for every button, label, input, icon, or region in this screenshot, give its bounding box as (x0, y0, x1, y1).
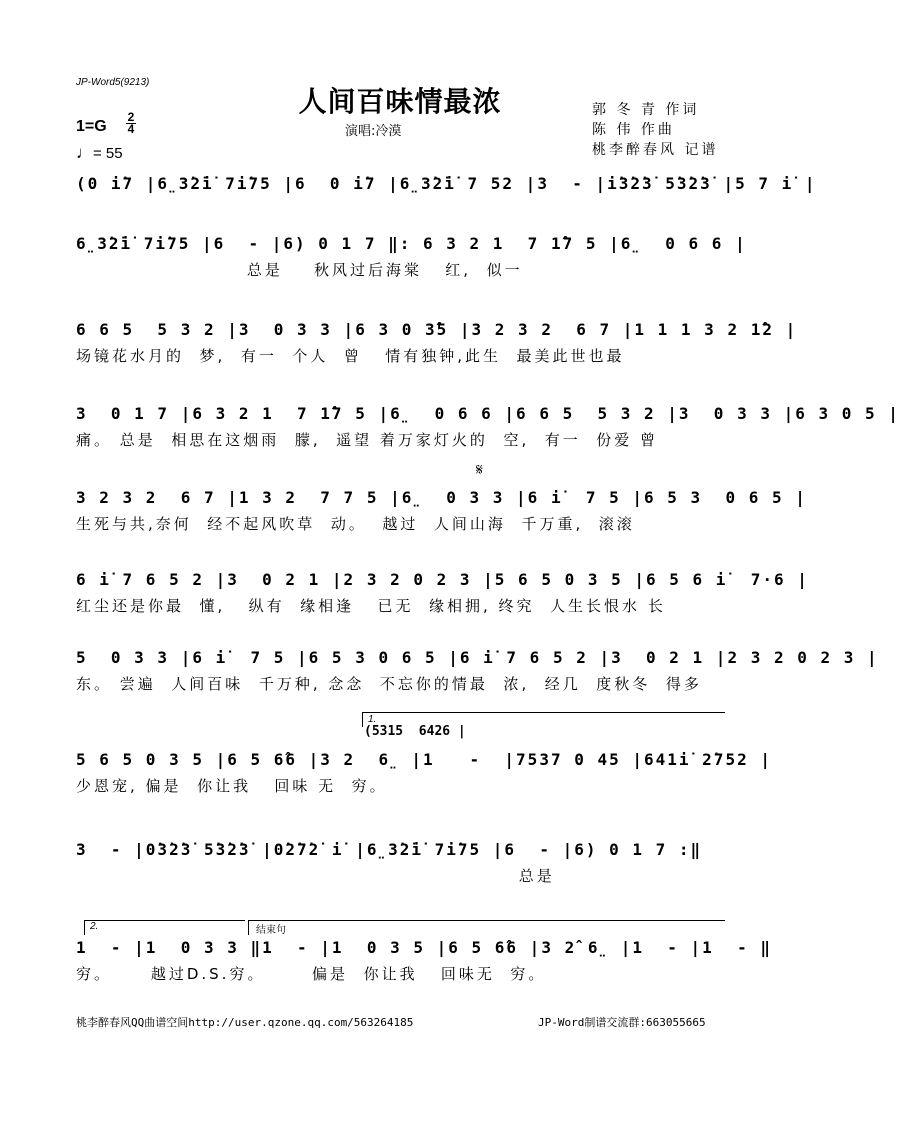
staff-line: 6̤3̇2̇i̇ 7i̇75 |6 - |6) 0 1 7 ‖: 6 3 2 1 7 1̂7 5 |6̤ 0 6 6 | (76, 234, 747, 253)
tempo (76, 143, 123, 163)
song-title: 人间百味情最浓 (298, 85, 502, 118)
time-signature (126, 112, 136, 135)
staff-line: 3 0 1 7 |6 3 2 1 7 1̂7 5 |6̤ 0 6 6 |6 6 5 5 3 2 |3 0 3 3 |6 3 0 5 | (76, 404, 900, 423)
software-label: JP-Word5(9213) (76, 77, 150, 88)
lyric-line: 红尘还是你最 懂, 纵有 缘相逢 已无 缘相拥, 终究 人生长恨水 长 (76, 597, 666, 615)
transcriber: 桃李醉春风 记谱 (592, 142, 719, 158)
footer-left: 桃李醉春风QQ曲谱空间http://user.qzone.qq.com/563264185 (76, 1016, 414, 1029)
lyric-line: 总是 秋风过后海棠 红, 似一 (76, 261, 523, 279)
credits (592, 100, 718, 160)
volta-2-bracket (84, 920, 245, 935)
time-top: 2 (127, 110, 135, 124)
staff-line: 1 - |1 0 3 3 ‖1 - |1 0 3 5 |6 5 6̂6 |3 2̂ 6̤ |1 - |1 - ‖ (76, 938, 772, 957)
staff-line: 5 0 3 3 |6 i̇ 7 5 |6 5 3 0 6 5 |6 i̇ 7 6 5 2 |3 0 2 1 |2 3 2 0 2 3 | (76, 648, 879, 667)
key-signature: 1=G (76, 118, 107, 135)
staff-line: 5 6 5 0 3 5 |6 5 6̂6 |3 2 6̤ |1 - |7537 0 45 |641i̇ 2̇752 | (76, 750, 772, 769)
ending-label: 结束句 (256, 925, 286, 936)
volta-2-label: 2. (90, 921, 99, 932)
composer: 陈 伟 作曲 (592, 122, 675, 138)
staff-line: (0 i̇7 |6̤3̇2̇i̇ 7i̇75 |6 0 i̇7 |6̤3̇2̇i̇ 7 52 |3 - |i̇3̇2̇3̇ 5̇3̇2̇3̇ |5 7 i̇ | (76, 174, 817, 193)
lyric-line: 场镜花水月的 梦, 有一 个人 曾 情有独钟,此生 最美此世也最 (76, 347, 625, 365)
lyric-line: 总是 (76, 867, 555, 885)
staff-line: 6 6 5 5 3 2 |3 0 3 3 |6 3 0 3̂5 |3 2 3 2 6 7 |1 1 1 3 2 1̂2 | (76, 320, 798, 339)
staff-line: 3 - |0̇3̇2̇3̇ 5̇3̇2̇3̇ |0̇2̇7̇2̇ i̇ |6̤3̇2̇i̇ 7i̇75 |6 - |6) 0 1 7 :‖ (76, 840, 703, 859)
time-bottom: 4 (127, 122, 135, 136)
lyricist: 郭 冬 青 作词 (592, 102, 700, 118)
lyric-line: 少恩宠, 偏是 你让我 回味 无 穷。 (76, 777, 388, 795)
staff-line: 6 i̇ 7 6 5 2 |3 0 2 1 |2 3 2 0 2 3 |5 6 5 0 3 5 |6 5 6 i̇ 7·6 | (76, 570, 809, 589)
lyric-line: 生死与共,奈何 经不起风吹草 动。 越过 人间山海 千万重, 滚滚 (76, 515, 635, 533)
segno-icon: 𝄋 (476, 462, 483, 479)
lyric-line: 东。 尝遍 人间百味 千万种, 念念 不忘你的情最 浓, 经几 度秋冬 得多 (76, 675, 702, 693)
lyric-line: 穷。 越过D.S.穷。 偏是 你让我 回味无 穷。 (76, 965, 547, 983)
ending-bracket (248, 920, 725, 935)
staff-line: 3 2 3 2 6 7 |1 3 2 7 7 5 |6̤ 0 3 3 |6 i̇ 7 5 |6 5 3 0 6 5 | (76, 488, 807, 507)
tempo-value: = 55 (93, 145, 123, 162)
lyric-line: 痛。 总是 相思在这烟雨 朦, 遥望 着万家灯火的 空, 有一 份爱 曾 (76, 431, 659, 449)
singer: 演唱:冷漠 (345, 124, 402, 139)
footer-right: JP-Word制谱交流群:663055665 (538, 1016, 706, 1029)
volta-1-label: 1. (368, 714, 377, 725)
volta-1-notes: (5315 6426 | (364, 724, 466, 739)
quarter-note-icon: ♩ (76, 143, 93, 162)
